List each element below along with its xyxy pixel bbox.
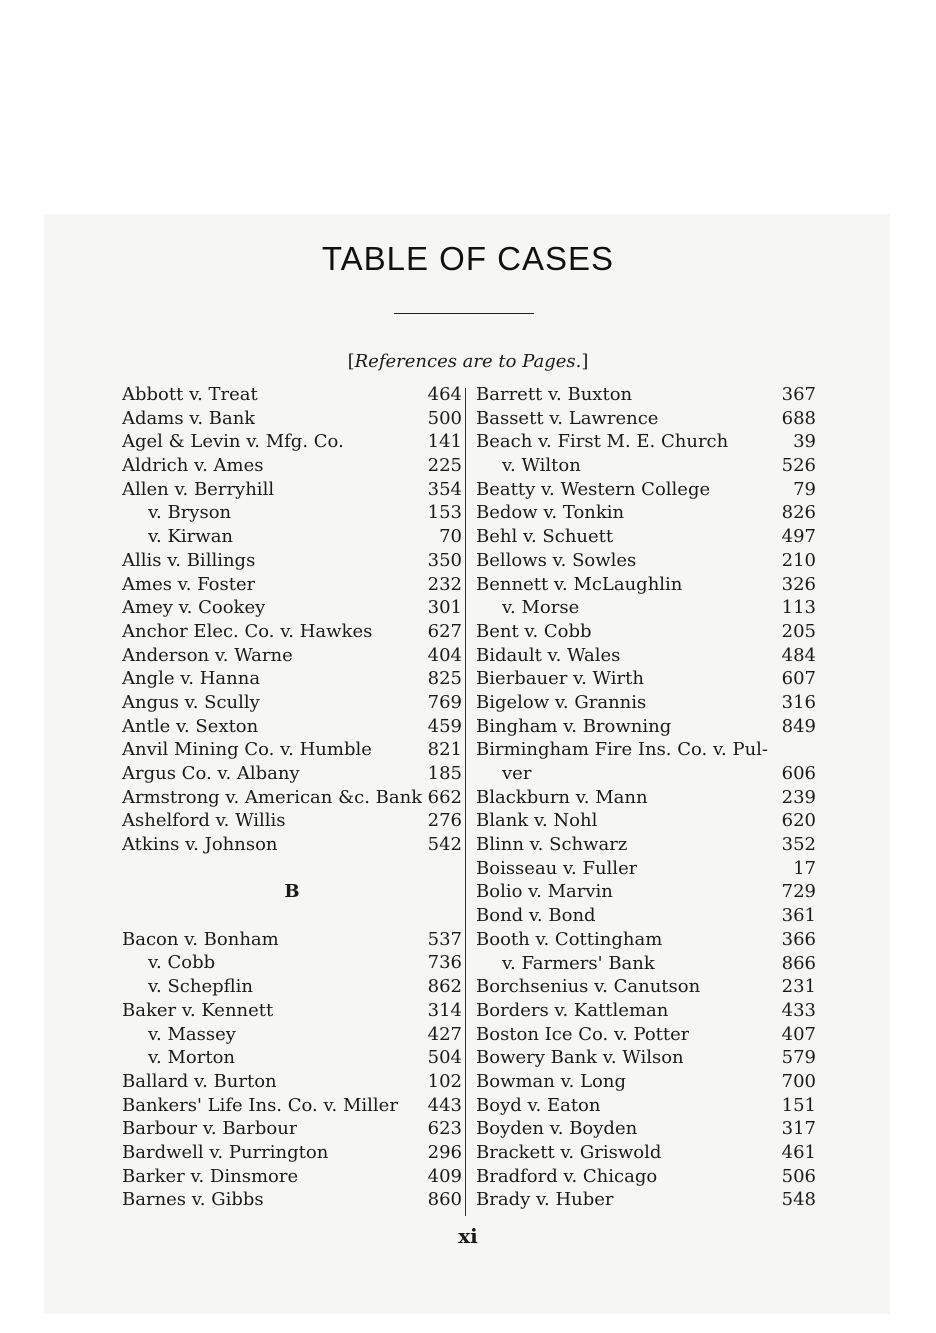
right-entries-a: [476, 383, 816, 738]
page-number: 296: [427, 1141, 462, 1163]
case-entry: [122, 407, 462, 431]
case-entry: [476, 430, 816, 454]
case-name: Bierbauer v. Wirth: [476, 668, 644, 690]
bracket-close: ]: [581, 351, 589, 372]
case-entry: [476, 383, 816, 407]
case-name: Bankers' Life Ins. Co. v. Miller: [122, 1094, 398, 1116]
case-entry: [122, 454, 462, 478]
page-number: 151: [781, 1094, 816, 1116]
column-divider: [465, 388, 466, 1216]
case-entry: [476, 1094, 816, 1118]
page-number: 210: [781, 549, 816, 571]
case-name: Bradford v. Chicago: [476, 1165, 658, 1187]
case-entry: [122, 1023, 462, 1047]
case-entry: [476, 1046, 816, 1070]
page-number: 427: [427, 1023, 462, 1045]
page-number: 627: [427, 620, 462, 642]
case-name: v. Morton: [148, 1047, 236, 1069]
case-entry: [476, 1188, 816, 1212]
case-name: Boyden v. Boyden: [476, 1118, 638, 1140]
case-name: Allen v. Berryhill: [122, 478, 275, 500]
case-entry: [122, 1117, 462, 1141]
page-number: 729: [781, 881, 816, 903]
page-number: 239: [781, 786, 816, 808]
case-entry: [476, 904, 816, 928]
case-entry: [122, 430, 462, 454]
case-name: Bolio v. Marvin: [476, 881, 613, 903]
case-entry: [476, 975, 816, 999]
case-name: v. Morse: [502, 597, 580, 619]
page-number: 821: [427, 739, 462, 761]
page-number: 860: [427, 1189, 462, 1211]
page-number: 607: [781, 668, 816, 690]
case-name: Bardwell v. Purrington: [122, 1141, 329, 1163]
page-number: 153: [427, 502, 462, 524]
case-name: Ballard v. Burton: [122, 1070, 277, 1092]
page-number: 113: [781, 597, 816, 619]
page-number: 141: [427, 431, 462, 453]
case-entry: [122, 809, 462, 833]
case-name: Brady v. Huber: [476, 1189, 614, 1211]
page-number: 433: [781, 999, 816, 1021]
case-entry: [122, 1046, 462, 1070]
case-entry: [476, 620, 816, 644]
case-entry: [476, 1165, 816, 1189]
page-number: 70: [439, 526, 462, 548]
page-number: 102: [427, 1070, 462, 1092]
case-name: Boston Ice Co. v. Potter: [476, 1023, 690, 1045]
page-number: 367: [781, 384, 816, 405]
page-number: 316: [781, 691, 816, 713]
case-entry: [476, 1023, 816, 1047]
page-number: 361: [781, 905, 816, 927]
case-entry: [122, 738, 462, 762]
case-entry: [476, 833, 816, 857]
left-column: [122, 383, 462, 1212]
case-name: Anchor Elec. Co. v. Hawkes: [122, 620, 373, 642]
right-entries-b: [476, 786, 816, 1212]
case-name: Booth v. Cottingham: [476, 928, 663, 950]
case-name: Bent v. Cobb: [476, 620, 592, 642]
case-name: Armstrong v. American &c. Bank: [122, 786, 423, 808]
case-name: Blank v. Nohl: [476, 810, 598, 832]
case-name: v. Wilton: [502, 455, 581, 477]
page-number: 542: [427, 834, 462, 856]
case-entry: [476, 549, 816, 573]
case-name: Abbott v. Treat: [122, 384, 258, 405]
case-entry: [122, 1070, 462, 1094]
case-name: Argus Co. v. Albany: [122, 763, 300, 784]
case-entry: [122, 549, 462, 573]
case-entry: [476, 809, 816, 833]
case-name: Blinn v. Schwarz: [476, 834, 628, 856]
case-name: Bedow v. Tonkin: [476, 502, 625, 524]
case-name: v. Massey: [148, 1023, 236, 1045]
case-name: Anvil Mining Co. v. Humble: [122, 739, 372, 761]
case-name: Baker v. Kennett: [122, 999, 274, 1021]
case-name: Atkins v. Johnson: [122, 834, 278, 856]
left-entries-a: [122, 383, 462, 857]
case-name: Agel & Levin v. Mfg. Co.: [122, 431, 344, 453]
case-entry: [476, 501, 816, 525]
case-entry: [122, 1094, 462, 1118]
case-name: Barrett v. Buxton: [476, 384, 633, 405]
page-number: 17: [793, 857, 816, 879]
page-number: 688: [781, 407, 816, 429]
page-number: 185: [427, 763, 462, 784]
case-entry: [476, 596, 816, 620]
case-name: Blackburn v. Mann: [476, 786, 648, 808]
references-note: [0, 351, 936, 372]
case-name: Beach v. First M. E. Church: [476, 431, 729, 453]
page-number: 866: [781, 952, 816, 974]
case-entry: [122, 478, 462, 502]
page-number: 366: [781, 928, 816, 950]
bracket-open: [: [347, 351, 355, 372]
page-number: 620: [781, 810, 816, 832]
case-entry: [476, 857, 816, 881]
case-name: Bond v. Bond: [476, 905, 596, 927]
case-name: Bacon v. Bonham: [122, 928, 279, 950]
page-number: 862: [427, 976, 462, 998]
case-entry: [476, 667, 816, 691]
case-name: Ames v. Foster: [122, 573, 256, 595]
page-number: 736: [427, 952, 462, 974]
case-name: Adams v. Bank: [122, 407, 256, 429]
case-name: Allis v. Billings: [122, 549, 256, 571]
page-title: TABLE OF CASES: [321, 240, 615, 277]
case-entry: [122, 644, 462, 668]
page-number: 623: [427, 1118, 462, 1140]
case-entry: [476, 999, 816, 1023]
page-number: 506: [781, 1165, 816, 1187]
page-number: 825: [427, 668, 462, 690]
case-name: Angle v. Hanna: [122, 668, 261, 690]
case-entry: [122, 620, 462, 644]
case-entry: [122, 1188, 462, 1212]
case-name: Barnes v. Gibbs: [122, 1189, 264, 1211]
case-entry: [476, 880, 816, 904]
case-entry: [122, 951, 462, 975]
page-number: 769: [427, 691, 462, 713]
case-entry: [476, 407, 816, 431]
page-number: 443: [427, 1094, 462, 1116]
page-number: 225: [427, 455, 462, 477]
page-number: 826: [781, 502, 816, 524]
case-entry: [122, 928, 462, 952]
case-entry: [476, 525, 816, 549]
page-number: 700: [781, 1070, 816, 1092]
left-entries-b: [122, 928, 462, 1212]
case-name: Borders v. Kattleman: [476, 999, 669, 1021]
page-number: 526: [781, 455, 816, 477]
page-folio: xi: [458, 1224, 478, 1248]
page-number: 497: [781, 526, 816, 548]
page-number: 350: [427, 549, 462, 571]
case-name: v. Cobb: [148, 952, 216, 974]
case-entry: [476, 1141, 816, 1165]
right-column: [476, 383, 816, 1212]
case-entry: [476, 691, 816, 715]
case-name: v. Bryson: [148, 502, 232, 524]
page-number: 232: [427, 573, 462, 595]
case-name: Anderson v. Warne: [122, 644, 293, 666]
case-entry: [476, 952, 816, 976]
page-number: 500: [427, 407, 462, 429]
case-name: Boyd v. Eaton: [476, 1094, 601, 1116]
case-name: Birmingham Fire Ins. Co. v. Pul-: [476, 739, 769, 761]
case-entry: [122, 1165, 462, 1189]
case-entry: [476, 1070, 816, 1094]
page-number: 354: [427, 478, 462, 500]
case-entry: [476, 928, 816, 952]
page-number: 461: [781, 1142, 816, 1164]
case-entry: [122, 999, 462, 1023]
case-entry: [122, 833, 462, 857]
case-entry: [122, 691, 462, 715]
case-name: Bassett v. Lawrence: [476, 407, 659, 429]
page-number: 537: [427, 928, 462, 950]
case-name: Bigelow v. Grannis: [476, 691, 647, 713]
page-number: 662: [427, 786, 462, 808]
page-number: 464: [427, 384, 462, 405]
case-name: Bellows v. Sowles: [476, 549, 637, 571]
case-entry: [122, 667, 462, 691]
case-entry: [476, 786, 816, 810]
page-number: 504: [427, 1047, 462, 1069]
case-name: Barker v. Dinsmore: [122, 1165, 299, 1187]
case-entry: [122, 715, 462, 739]
case-entry: [122, 525, 462, 549]
case-name: Borchsenius v. Canutson: [476, 976, 701, 998]
case-entry: [476, 738, 816, 785]
page-number: 407: [781, 1023, 816, 1045]
case-name: Barbour v. Barbour: [122, 1118, 298, 1140]
case-entry: [122, 1141, 462, 1165]
page-number: 39: [793, 431, 816, 453]
page-number: 484: [781, 644, 816, 666]
case-entry: [122, 975, 462, 999]
case-name: Beatty v. Western College: [476, 478, 711, 500]
page-number: 79: [793, 478, 816, 500]
case-name: v. Schepflin: [148, 976, 254, 998]
case-entry: [122, 786, 462, 810]
case-entry: [122, 762, 462, 786]
section-heading-b: B: [284, 881, 300, 903]
page-number: 301: [427, 597, 462, 619]
case-entry: [122, 501, 462, 525]
references-note-text: References are to Pages.: [354, 351, 582, 372]
case-entry: [476, 644, 816, 668]
page-number: 352: [781, 834, 816, 856]
case-name: Bingham v. Browning: [476, 715, 672, 737]
case-name: Brackett v. Griswold: [476, 1142, 662, 1164]
page-number: 548: [781, 1189, 816, 1211]
case-name: Angus v. Scully: [122, 691, 260, 713]
case-name: Aldrich v. Ames: [122, 455, 264, 477]
case-entry: [122, 596, 462, 620]
case-entry: [476, 454, 816, 478]
page-number: 317: [781, 1118, 816, 1140]
page-number: 409: [427, 1165, 462, 1187]
page-number: 276: [427, 810, 462, 832]
page-number: 205: [781, 620, 816, 642]
page-number: 404: [427, 644, 462, 666]
case-name: Ashelford v. Willis: [122, 810, 286, 832]
case-name: Boisseau v. Fuller: [476, 857, 638, 879]
case-name: Behl v. Schuett: [476, 526, 614, 548]
case-entry: [476, 478, 816, 502]
case-name-continued: ver: [502, 763, 532, 785]
page-number: 606: [781, 763, 816, 785]
page-number: 314: [427, 999, 462, 1021]
case-name: Amey v. Cookey: [122, 597, 266, 619]
case-entry: [122, 383, 462, 407]
case-entry: [476, 1117, 816, 1141]
case-name: Antle v. Sexton: [122, 715, 259, 737]
page-number: 849: [781, 715, 816, 737]
case-name: Bowery Bank v. Wilson: [476, 1047, 684, 1069]
page-number: 459: [427, 715, 462, 737]
case-entry: [122, 573, 462, 597]
case-name: Bidault v. Wales: [476, 644, 621, 666]
case-name: Bowman v. Long: [476, 1070, 626, 1092]
page-number: 326: [781, 573, 816, 595]
page-number: 231: [781, 976, 816, 998]
title-rule: [394, 313, 534, 314]
page-number: 579: [781, 1047, 816, 1069]
case-name: Bennett v. McLaughlin: [476, 573, 683, 595]
case-name: v. Kirwan: [148, 526, 234, 548]
case-entry: [476, 573, 816, 597]
case-name: v. Farmers' Bank: [502, 952, 655, 974]
case-entry: [476, 715, 816, 739]
